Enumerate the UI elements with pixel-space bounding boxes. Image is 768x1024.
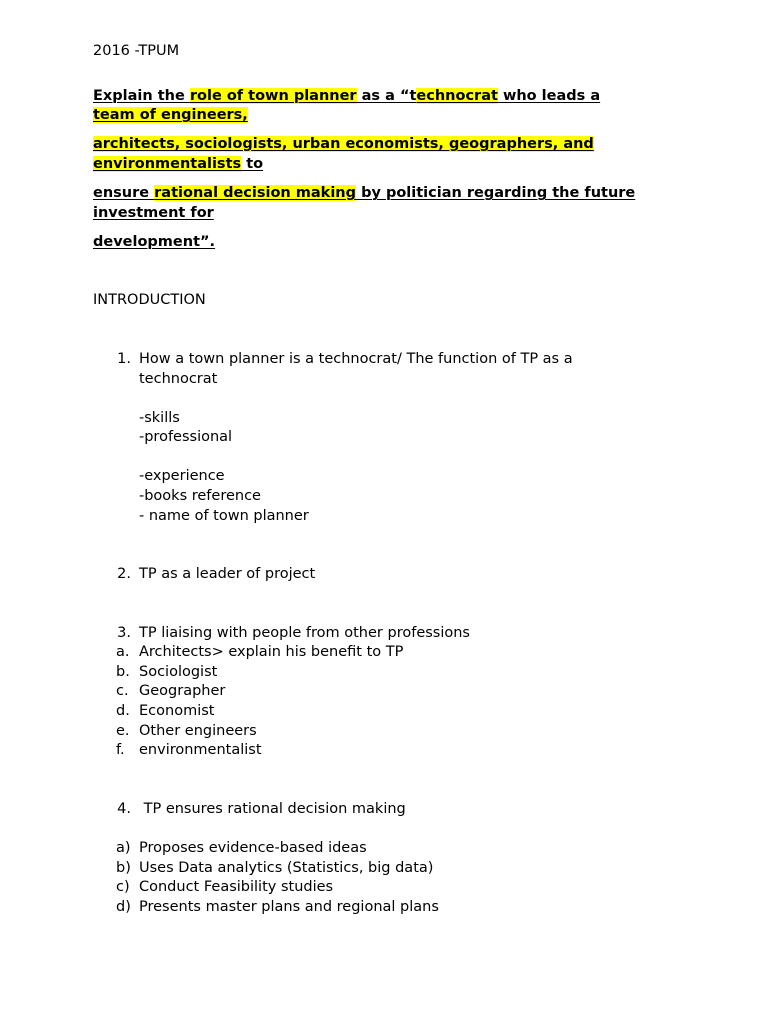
question-text: by politician regarding the future [356, 185, 636, 201]
question-text: who leads a [497, 88, 601, 104]
section-number: 2. [117, 566, 131, 582]
list-item-label: a) [116, 840, 131, 856]
question-line-6 [93, 204, 214, 223]
list-item: Architects> explain his benefit to TP [139, 644, 404, 660]
section-number: 3. [117, 625, 131, 641]
highlighted-phrase: team of engineers, [93, 107, 248, 123]
list-item-label: d) [116, 899, 131, 915]
question-line-3 [93, 135, 594, 154]
question-text: investment for [93, 205, 214, 221]
highlighted-phrase: environmentalists [93, 156, 242, 172]
list-item-label: b. [116, 664, 130, 680]
question-text: to [241, 156, 264, 172]
section-1-title-line-2: technocrat [139, 371, 218, 387]
list-item: Economist [139, 703, 215, 719]
list-item-label: c) [116, 879, 130, 895]
note-item: - name of town planner [139, 508, 309, 524]
list-item-label: b) [116, 860, 131, 876]
question-line-5 [93, 184, 635, 203]
question-line-7 [93, 233, 215, 252]
question-line-4 [93, 155, 263, 174]
question-text: as a “t [356, 88, 417, 104]
list-item: environmentalist [139, 742, 262, 758]
note-item: -skills [139, 410, 180, 426]
list-item: Geographer [139, 683, 226, 699]
list-item: Proposes evidence-based ideas [139, 840, 367, 856]
highlighted-phrase: architects, sociologists, urban economists, geographers, and [93, 136, 594, 152]
introduction-heading: INTRODUCTION [93, 292, 206, 308]
section-4-title: TP ensures rational decision making [139, 801, 406, 817]
note-item: -books reference [139, 488, 261, 504]
note-item: -professional [139, 429, 233, 445]
list-item-label: e. [116, 723, 130, 739]
question-text: Explain the [93, 88, 190, 104]
list-item: Other engineers [139, 723, 257, 739]
highlighted-phrase: echnocrat [416, 88, 498, 104]
section-3-title: TP liaising with people from other professions [139, 625, 470, 641]
note-item: -experience [139, 468, 225, 484]
list-item: Presents master plans and regional plans [139, 899, 439, 915]
question-line-1 [93, 87, 600, 106]
list-item-label: d. [116, 703, 130, 719]
question-text: ensure [93, 185, 155, 201]
section-number: 1. [117, 351, 131, 367]
list-item-label: a. [116, 644, 130, 660]
list-item: Uses Data analytics (Statistics, big data) [139, 860, 434, 876]
section-1-title-line-1: How a town planner is a technocrat/ The function of TP as a [139, 351, 573, 367]
section-number: 4. [117, 801, 131, 817]
list-item-label: c. [116, 683, 129, 699]
list-item: Sociologist [139, 664, 218, 680]
section-2-title: TP as a leader of project [139, 566, 316, 582]
list-item-label: f. [116, 742, 125, 758]
list-item: Conduct Feasibility studies [139, 879, 334, 895]
question-text: development”. [93, 234, 216, 250]
highlighted-phrase: role of town planner [189, 88, 357, 104]
question-line-2 [93, 106, 248, 125]
document-code: 2016 -TPUM [93, 43, 180, 59]
highlighted-phrase: rational decision making [154, 185, 357, 201]
